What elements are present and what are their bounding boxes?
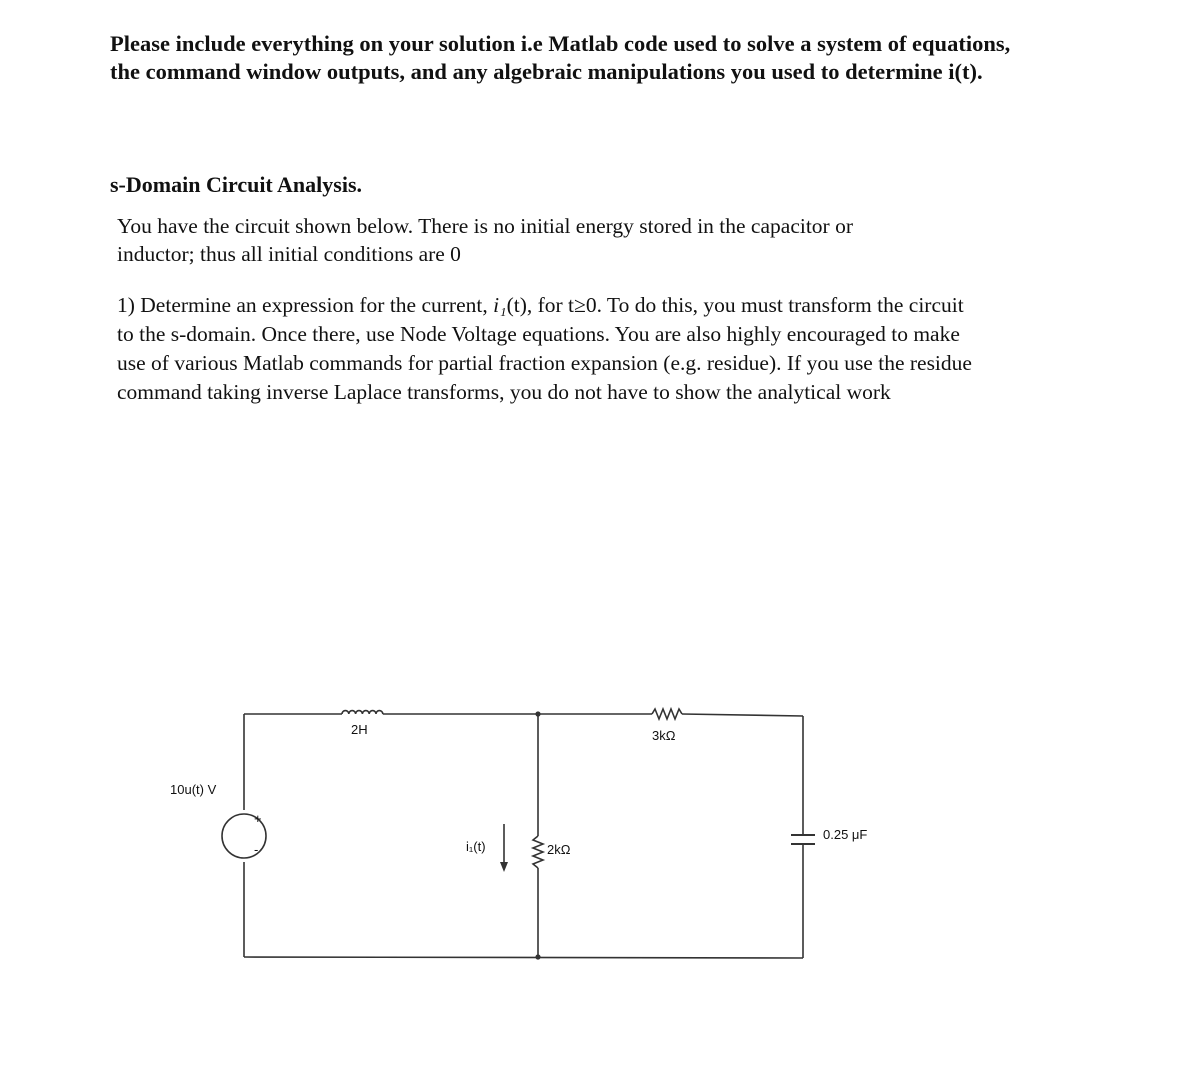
inductor-coil: [342, 711, 383, 714]
resistor-2k-label: 2kΩ: [547, 842, 571, 857]
resistor-2k-zigzag: [533, 836, 543, 868]
inductor-label: 2H: [351, 722, 368, 737]
current-symbol: i₁: [493, 293, 507, 317]
current-label: i₁(t): [466, 839, 486, 854]
instruction-line-1: Please include everything on your solution i.e Matlab code used to solve a system of equations,: [110, 31, 1011, 56]
source-minus-sign: -: [254, 842, 259, 857]
task-line-1-start: 1) Determine an expression for the current,: [117, 293, 494, 317]
node-top: [535, 711, 540, 716]
wire-top-right: [682, 714, 803, 716]
instruction-line-2: the command window outputs, and any algebraic manipulations you used to determine i(t).: [110, 59, 983, 84]
section-title: s-Domain Circuit Analysis.: [110, 172, 363, 197]
intro-line-1: You have the circuit shown below. There is no initial energy stored in the capacitor or: [117, 214, 853, 238]
source-label: 10u(t) V: [170, 782, 217, 797]
source-plus-sign: +: [254, 811, 262, 826]
node-bottom: [535, 954, 540, 959]
wire-bottom: [244, 957, 803, 958]
task-line-2: to the s-domain. Once there, use Node Voltage equations. You are also highly encouraged to make: [117, 322, 960, 346]
task-line-4: command taking inverse Laplace transforms, you do not have to show the analytical work: [117, 380, 891, 404]
task-line-1-end: (t), for t≥0. To do this, you must transform the circuit: [506, 293, 964, 317]
capacitor-label: 0.25 μF: [823, 827, 868, 842]
resistor-3k-zigzag: [652, 709, 682, 719]
task-line-3: use of various Matlab commands for partial fraction expansion (e.g. residue). If you use the residue: [117, 351, 972, 375]
current-arrow-head: [500, 862, 508, 872]
resistor-3k-label: 3kΩ: [652, 728, 676, 743]
intro-line-2: inductor; thus all initial conditions are 0: [117, 242, 461, 266]
